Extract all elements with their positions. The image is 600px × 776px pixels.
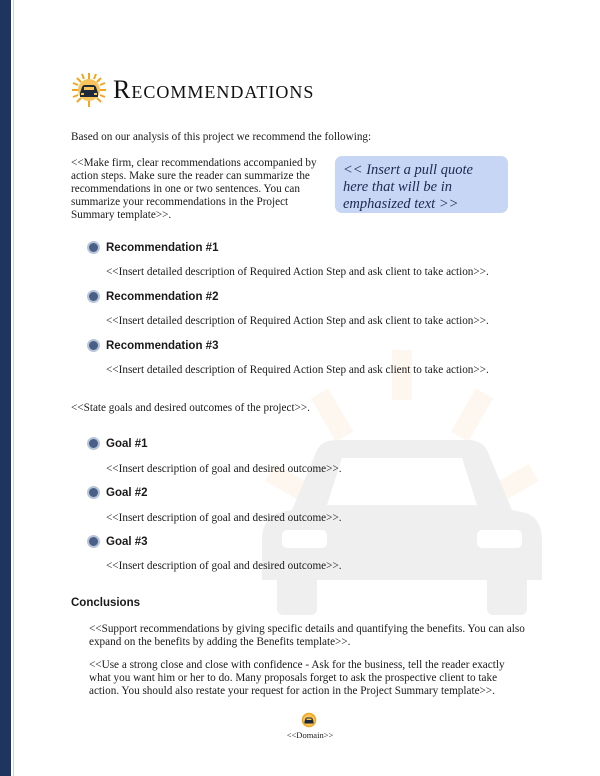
title-row bbox=[71, 70, 314, 110]
recommendation-heading: Recommendation #3 bbox=[106, 340, 219, 352]
footer-domain: <<Domain>> bbox=[286, 730, 334, 740]
circle-bullet-icon bbox=[89, 537, 98, 546]
car-sunburst-icon bbox=[71, 72, 107, 108]
circle-bullet-icon bbox=[89, 341, 98, 350]
goal-heading: Goal #3 bbox=[106, 536, 148, 548]
car-watermark-icon bbox=[222, 340, 582, 640]
goal-description: <<Insert description of goal and desired outcome>>. bbox=[106, 463, 342, 475]
goal-heading: Goal #1 bbox=[106, 438, 148, 450]
sidebar-divider bbox=[13, 0, 14, 776]
recommendation-description: <<Insert detailed description of Required Action Step and ask client to take action>>. bbox=[106, 266, 489, 278]
conclusion-paragraph: <<Support recommendations by giving specific details and quantifying the benefits. You can also expand on the benefits by adding the Benefits template>>. bbox=[89, 623, 525, 648]
goal-description: <<Insert description of goal and desired outcome>>. bbox=[106, 512, 342, 524]
page-title: Recommendations bbox=[113, 75, 315, 104]
goal-heading: Goal #2 bbox=[106, 487, 148, 499]
goals-intro: <<State goals and desired outcomes of the project>>. bbox=[71, 402, 310, 414]
circle-bullet-icon bbox=[89, 243, 98, 252]
car-sunburst-icon bbox=[300, 711, 318, 729]
recommendation-description: <<Insert detailed description of Required Action Step and ask client to take action>>. bbox=[106, 364, 489, 376]
circle-bullet-icon bbox=[89, 292, 98, 301]
conclusion-paragraph: <<Use a strong close and close with confidence - Ask for the business, tell the reader exactly what you want him or her to do. Many proposals forget to ask the prospective client to take action. You should also restate your request for action in the Project Summary template>>. bbox=[89, 659, 505, 697]
recommendation-description: <<Insert detailed description of Required Action Step and ask client to take action>>. bbox=[106, 315, 489, 327]
recommendation-heading: Recommendation #2 bbox=[106, 291, 219, 303]
pull-quote: << Insert a pull quote here that will be in emphasized text >> bbox=[335, 156, 508, 213]
circle-bullet-icon bbox=[89, 488, 98, 497]
intro-text: Based on our analysis of this project we recommend the following: bbox=[71, 131, 372, 143]
recommendation-heading: Recommendation #1 bbox=[106, 242, 219, 254]
recommendations-summary: <<Make firm, clear recommendations accompanied by action steps. Make sure the reader can summarize the recommendations in one or two sentences. You can summarize your recommendations in the Project Summary template>>. bbox=[71, 157, 317, 221]
left-sidebar-stripe bbox=[0, 0, 11, 776]
circle-bullet-icon bbox=[89, 439, 98, 448]
goal-description: <<Insert description of goal and desired outcome>>. bbox=[106, 560, 342, 572]
conclusions-heading: Conclusions bbox=[71, 597, 141, 609]
